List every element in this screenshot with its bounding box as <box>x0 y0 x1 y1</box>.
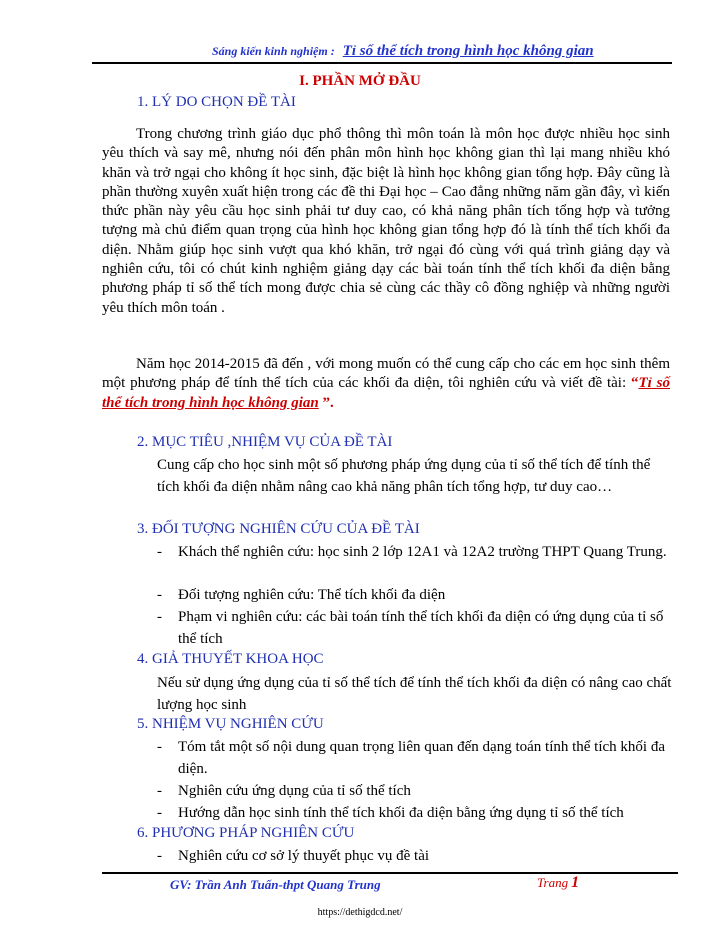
list-item: - Tóm tắt một số nội dung quan trọng liên quan đến dạng toán tính thể tích khối đa diện. <box>157 739 666 777</box>
heading-6: 6. PHƯƠNG PHÁP NGHIÊN CỨU <box>137 825 355 841</box>
paragraph-school-year <box>102 355 670 413</box>
list-item: - Nghiên cứu ứng dụng của tỉ số thể tích <box>157 783 411 799</box>
heading-2: 2. MỤC TIÊU ,NHIỆM VỤ CỦA ĐỀ TÀI <box>137 434 393 450</box>
heading-5: 5. NHIỆM VỤ NGHIÊN CỨU <box>137 716 324 732</box>
header-topic: Tỉ số thể tích trong hình học không gian <box>342 43 594 59</box>
heading-4: 4. GIẢ THUYẾT KHOA HỌC <box>137 651 324 667</box>
page-number <box>537 874 579 892</box>
list-item: - Đối tượng nghiên cứu: Thể tích khối đa diện <box>157 587 446 603</box>
page-header <box>92 42 672 64</box>
hypothesis-text: Nếu sử dụng ứng dụng của tỉ số thể tích để tính thể tích khối đa diện có nâng cao chất lượng học sinh <box>157 675 672 713</box>
heading-1: 1. LÝ DO CHỌN ĐỀ TÀI <box>137 94 296 110</box>
section-title: I. PHẦN MỞ ĐẦU <box>299 73 421 89</box>
source-url[interactable]: https://dethigdcd.net/ <box>317 907 403 918</box>
header-text <box>212 42 594 60</box>
header-label: Sáng kiến kinh nghiệm : <box>212 44 335 58</box>
page-number-value: 1 <box>571 874 580 891</box>
page-label: Trang <box>537 875 569 890</box>
heading-3: 3. ĐỐI TƯỢNG NGHIÊN CỨU CỦA ĐỀ TÀI <box>137 521 420 537</box>
list-item: - Khách thể nghiên cứu: học sinh 2 lớp 12A1 và 12A2 trường THPT Quang Trung. <box>157 544 667 560</box>
close-quote: ”. <box>318 394 334 411</box>
footer-author: GV: Trần Anh Tuấn-thpt Quang Trung <box>170 877 381 892</box>
objective-text: Cung cấp cho học sinh một số phương pháp ứng dụng của tỉ số thể tích để tính thể tích khối đa diện nhằm nâng cao khả năng phân tích tổng hợp, tư duy cao… <box>157 457 651 495</box>
list-item: - Nghiên cứu cơ sở lý thuyết phục vụ đề tài <box>157 848 430 864</box>
open-quote: “ <box>630 375 639 392</box>
topic-title-inline: Tỉ số thể tích trong hình học không gian <box>102 375 670 411</box>
paragraph-reason: Trong chương trình giáo dục phổ thông thì môn toán là môn học được nhiều học sinh yêu thích và say mê, nhưng nói đến phân môn hình học không gian thì lại mang nhiều khó khăn và trở ngại cho không ít học sinh, đặc biệt là hình học không gian tổng hợp. Đây cũng là phần thường xuyên xuất hiện trong các đề thi Đại học – Cao đẳng những năm gần đây, vì kiến thức phần này yêu cầu học sinh phải tư duy cao, có khả năng phân tích tổng hợp và tưởng tượng mà chủ điểm quan trọng của hình học không gian tổng hợp đó là tính thể tích khối đa diện. Nhằm giúp học sinh vượt qua khó khăn, trở ngại đó cùng với quá trình giảng dạy và nghiên cứu, tôi có chút kinh nghiệm giảng dạy các bài toán tính thể tích khối đa diện bằng phương pháp tỉ số thể tích mong được chia sẻ cùng các thầy cô đồng nghiệp và những người yêu thích môn toán . <box>102 126 670 316</box>
list-item: - Hướng dẫn học sinh tính thể tích khối đa diện bằng ứng dụng tỉ số thể tích <box>157 805 624 821</box>
list-item: - Phạm vi nghiên cứu: các bài toán tính thể tích khối đa diện có ứng dụng của tỉ số thể tích <box>157 609 664 647</box>
paragraph-lead: Năm học 2014-2015 đã đến , với mong muốn có thể cung cấp cho các em học sinh thêm một phương pháp để tính thể tích của các khối đa diện, tôi nghiên cứu và viết đề tài: <box>102 356 670 392</box>
footer-divider <box>102 872 678 874</box>
